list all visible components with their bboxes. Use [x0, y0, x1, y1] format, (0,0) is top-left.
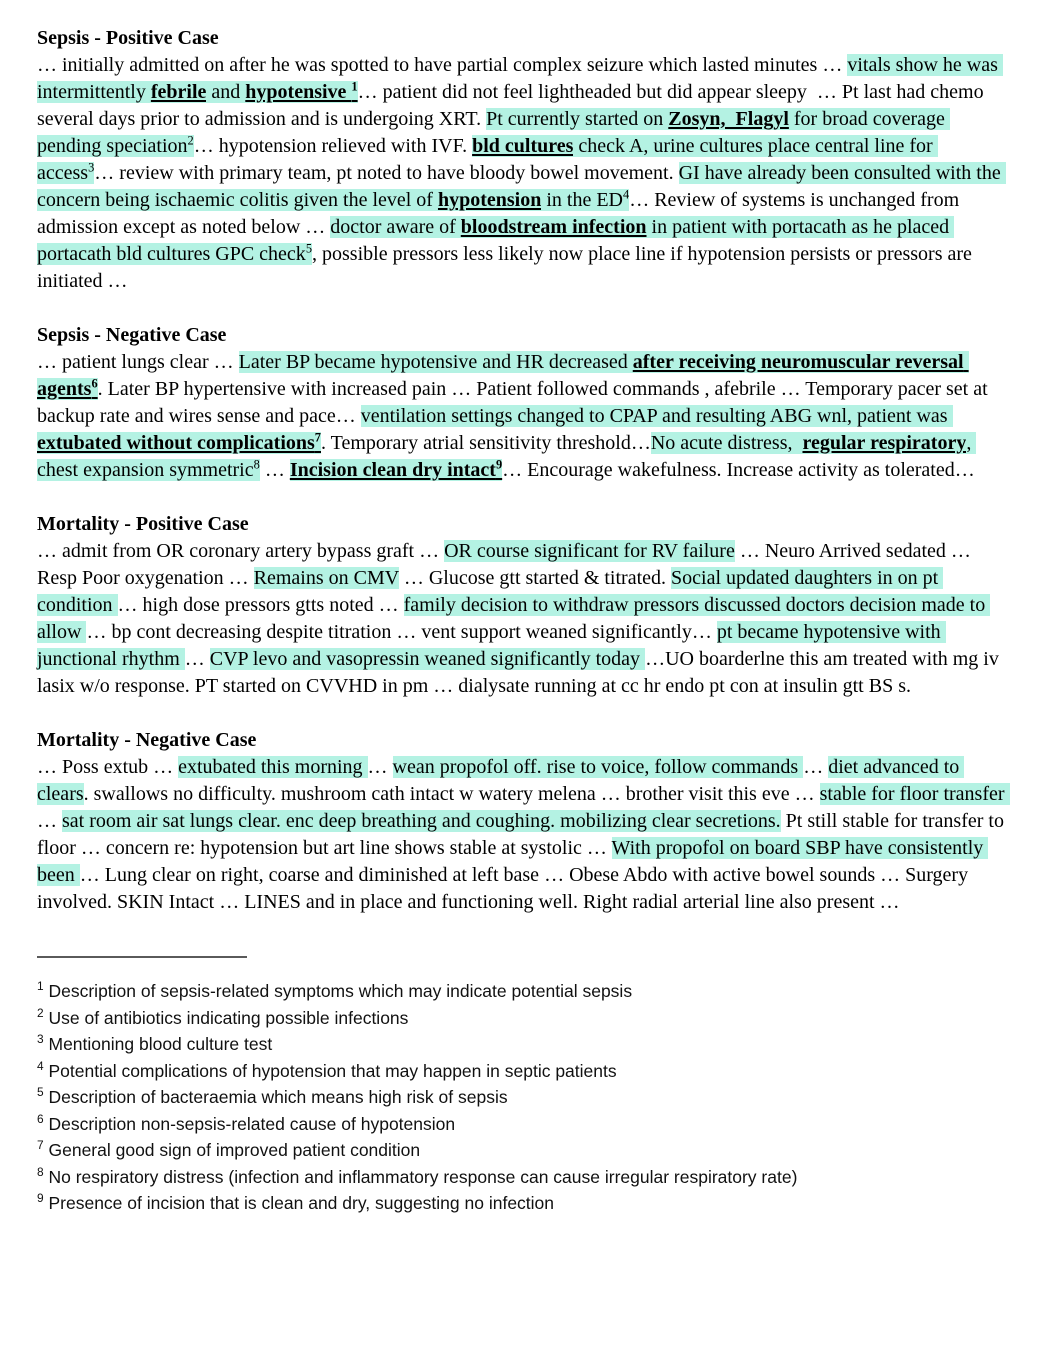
section-mortality-negative — [37, 727, 1008, 916]
text-run: … hypotension relieved with IVF. — [193, 135, 473, 157]
highlighted-run: Later BP became hypotensive and HR decreased — [238, 351, 633, 373]
highlighted-run: stable for floor transfer — [819, 783, 1010, 805]
text-run: . Temporary atrial sensitivity threshold… — [321, 432, 651, 454]
text-run: … — [184, 648, 210, 670]
highlighted-run: regular respiratory — [802, 432, 967, 454]
footnote-text: Use of antibiotics indicating possible infections — [43, 1007, 409, 1028]
text-run: … Poss extub … — [37, 756, 179, 778]
section-heading: Sepsis - Positive Case — [37, 27, 219, 49]
section-mortality-positive — [37, 511, 1008, 700]
footnote-item — [37, 978, 1008, 1005]
highlighted-run: sat room air sat lungs clear. enc deep breathing and coughing. mobilizing clear secretions. — [62, 810, 781, 832]
footnote-item — [37, 1031, 1008, 1058]
highlighted-run: GI have already been consulted with the concern being ischaemic colitis given the level of — [37, 162, 1006, 211]
footnote-item — [37, 1137, 1008, 1164]
text-run: … — [367, 756, 393, 778]
highlighted-run: in patient with portacath as he placed portacath bld cultures GPC check — [37, 216, 955, 265]
footnote-ref: 4 — [623, 187, 630, 202]
text-run: … patient lungs clear … — [37, 351, 239, 373]
section-paragraph — [37, 754, 1008, 916]
text-run: . swallows no difficulty. mushroom cath intact w watery melena … brother visit this eve … — [83, 783, 820, 805]
footnote-number: 1 — [37, 979, 44, 994]
highlighted-run: Incision clean dry intact — [289, 459, 496, 481]
footnote-ref: 6 — [91, 376, 98, 391]
text-run: … review with primary team, pt noted to have bloody bowel movement. — [94, 162, 679, 184]
highlighted-run: Pt currently started on — [486, 108, 669, 130]
text-run: … Neuro Arrived sedated … Resp Poor oxygenation … — [37, 540, 976, 589]
highlighted-run: pt became hypotensive with junctional rhythm — [37, 621, 946, 670]
text-run: . Later BP hypertensive with increased pain … Patient followed commands , afebrile … Temporary pacer set at backup rate and wires sense and pace… — [37, 378, 993, 427]
footnote-item — [37, 1005, 1008, 1032]
footnote-number: 2 — [37, 1005, 44, 1020]
footnote-ref: 5 — [305, 241, 313, 256]
text-run: , possible pressors less likely now place line if hypotension persists or pressors are initiated … — [37, 243, 977, 292]
highlighted-run: febrile — [150, 81, 207, 103]
highlighted-run: hypotensive — [245, 81, 352, 103]
section-paragraph — [37, 349, 1008, 484]
footnote-item — [37, 1058, 1008, 1085]
text-run: … — [259, 459, 290, 481]
text-run: … patient did not feel lightheaded but did appear sleepy … Pt last had chemo several days prior to admission and is undergoing XRT. — [37, 81, 989, 130]
text-run: … bp cont decreasing despite titration … vent support weaned significantly… — [86, 621, 717, 643]
section-paragraph — [37, 52, 1008, 295]
section-paragraph — [37, 538, 1008, 700]
footnote-ref: 1 — [351, 79, 358, 94]
text-run: …UO boarderlne this am treated with mg iv lasix w/o response. PT started on CVVHD in pm … dialysate running at cc hr endo pt con at insulin gtt BS s. — [37, 648, 1004, 697]
footnote-item — [37, 1111, 1008, 1138]
highlighted-run: doctor aware of — [330, 216, 461, 238]
footnote-number: 9 — [37, 1191, 44, 1206]
highlighted-run: after receiving neuromuscular reversal agents — [37, 351, 969, 400]
footnote-number: 7 — [37, 1138, 44, 1153]
highlighted-run: diet advanced to clears — [37, 756, 965, 805]
highlighted-run: Zosyn, Flagyl — [668, 108, 789, 130]
highlighted-run: extubated this morning — [178, 756, 368, 778]
highlighted-run: , chest expansion symmetric — [37, 432, 977, 481]
text-run: … high dose pressors gtts noted … — [117, 594, 404, 616]
footnote-number: 4 — [37, 1058, 44, 1073]
text-run: … — [37, 810, 62, 832]
footnote-text: Description non-sepsis-related cause of hypotension — [43, 1113, 456, 1134]
footnote-ref: 9 — [495, 457, 503, 472]
footnote-ref: 8 — [253, 457, 260, 472]
highlighted-run: and — [206, 81, 246, 103]
highlighted-run: for broad coverage pending speciation — [37, 108, 950, 157]
section-sepsis-positive — [37, 25, 1008, 295]
highlighted-run: With propofol on board SBP have consistently been — [37, 837, 989, 886]
highlighted-run: vitals show he was intermittently — [37, 54, 1003, 103]
footnote-number: 3 — [37, 1032, 44, 1047]
section-heading: Mortality - Positive Case — [37, 513, 249, 535]
footnote-ref: 7 — [314, 430, 321, 445]
text-run: … Encourage wakefulness. Increase activity as tolerated… — [502, 459, 975, 481]
footnote-text: Potential complications of hypotension that may happen in septic patients — [43, 1060, 617, 1081]
footnote-ref: 2 — [187, 133, 194, 148]
footnote-separator — [37, 956, 247, 958]
text-run: Pt still stable for transfer to floor … concern re: hypotension but art line shows stable at systolic … — [37, 810, 1009, 859]
highlighted-run: in the ED — [541, 189, 623, 211]
highlighted-run: check A, urine cultures place central line for access — [37, 135, 938, 184]
section-sepsis-negative — [37, 322, 1008, 484]
highlighted-run: wean propofol off. rise to voice, follow commands — [392, 756, 804, 778]
highlighted-run: No acute distress, — [650, 432, 803, 454]
text-run: … admit from OR coronary artery bypass graft … — [37, 540, 445, 562]
footnote-text: General good sign of improved patient condition — [43, 1140, 421, 1160]
highlighted-run: bld cultures — [472, 135, 574, 157]
highlighted-run: Social updated daughters in on pt condition — [37, 567, 944, 616]
text-run: … — [803, 756, 829, 778]
highlighted-run: extubated without complications — [37, 432, 315, 454]
footnote-text: Description of sepsis-related symptoms which may indicate potential sepsis — [43, 981, 633, 1001]
footnote-text: No respiratory distress (infection and inflammatory response can cause irregular respiratory rate) — [43, 1166, 798, 1187]
footnote-number: 6 — [37, 1111, 44, 1126]
highlighted-run: Remains on CMV — [253, 567, 399, 589]
text-run: … initially admitted on after he was spotted to have partial complex seizure which lasted minutes … — [37, 54, 848, 76]
footnote-item — [37, 1164, 1008, 1191]
footnote-text: Description of bacteraemia which means high risk of sepsis — [43, 1087, 508, 1107]
footnote-text: Presence of incision that is clean and dry, suggesting no infection — [43, 1193, 555, 1213]
text-run: … Glucose gtt started & titrated. — [398, 567, 672, 589]
footnote-number: 5 — [37, 1085, 44, 1100]
document-sections — [37, 25, 1008, 916]
section-heading: Sepsis - Negative Case — [37, 324, 227, 346]
text-run: … Review of systems is unchanged from admission except as noted below … — [37, 189, 965, 238]
footnote-item — [37, 1084, 1008, 1111]
footnote-number: 8 — [37, 1164, 44, 1179]
footnote-item — [37, 1190, 1008, 1217]
highlighted-run: OR course significant for RV failure — [444, 540, 735, 562]
highlighted-run: bloodstream infection — [460, 216, 647, 238]
footnotes-list — [37, 978, 1008, 1217]
highlighted-run: CVP levo and vasopressin weaned significantly today — [209, 648, 646, 670]
highlighted-run: ventilation settings changed to CPAP and resulting ABG wnl, patient was — [360, 405, 953, 427]
highlighted-run: hypotension — [437, 189, 542, 211]
section-heading: Mortality - Negative Case — [37, 729, 257, 751]
footnote-ref: 3 — [88, 160, 95, 175]
footnote-text: Mentioning blood culture test — [43, 1034, 273, 1054]
text-run: … Lung clear on right, coarse and diminished at left base … Obese Abdo with active bowel sounds … Surgery involved. SKIN Intact … LINES and in place and functioning well. Right radial arterial line also present … — [37, 864, 974, 913]
highlighted-run: family decision to withdraw pressors discussed doctors decision made to allow — [37, 594, 991, 643]
